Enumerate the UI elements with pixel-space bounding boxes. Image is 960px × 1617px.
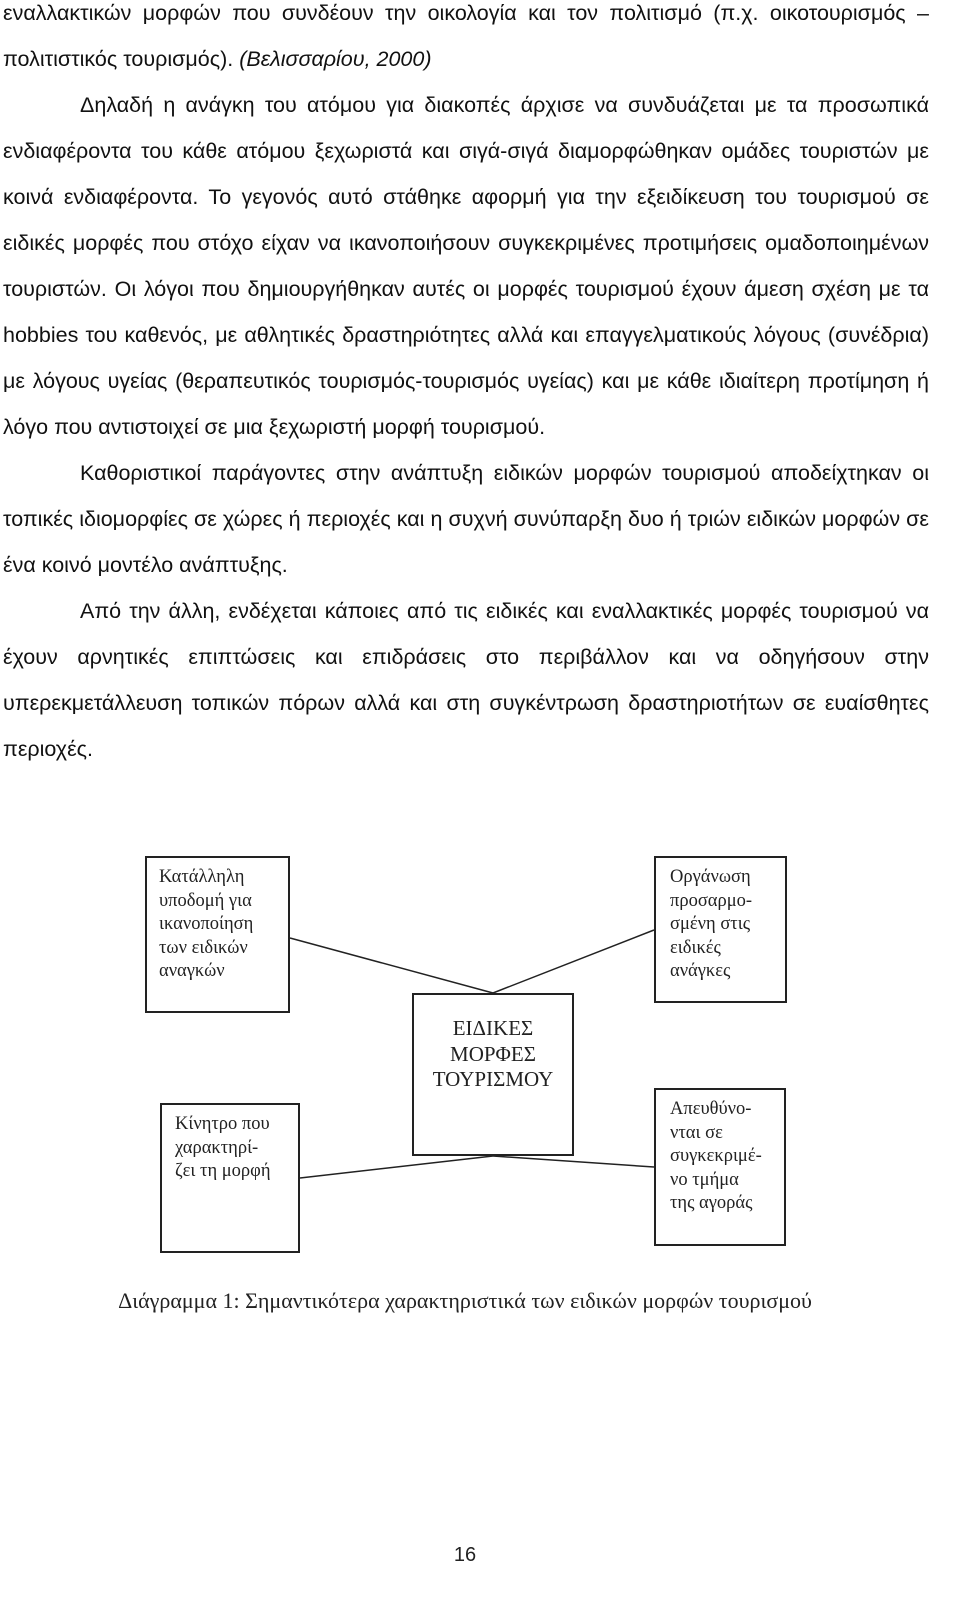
paragraph-1 (3, 0, 929, 82)
box-market-segment-text: Απευθύνο- νται σε συγκεκριμέ- νο τμήμα της αγοράς (670, 1099, 762, 1213)
box-organization-text: Οργάνωση προσαρμο- σμένη στις ειδικές ανάγκες (670, 867, 753, 981)
box-special-tourism (412, 993, 574, 1156)
box-organization (654, 856, 787, 1003)
paragraph-4: Από την άλλη, ενδέχεται κάποιες από τις ειδικές και εναλλακτικές μορφές τουρισμού να έχουν αρνητικές επιπτώσεις και επιδράσεις στο περιβάλλον και να οδηγήσουν στην υπερεκμετάλλευση τοπικών πόρων αλλά και στη συγκέντρωση δραστηριοτήτων σε ευαίσθητες περιοχές. (3, 599, 929, 761)
box-market-segment (654, 1088, 786, 1246)
box-motive (160, 1103, 300, 1253)
paragraph-2: Δηλαδή η ανάγκη του ατόμου για διακοπές άρχισε να συνδυάζεται με τα προσωπικά ενδιαφέροντα του κάθε ατόμου ξεχωριστά και σιγά-σιγά διαμορφώθηκαν ομάδες τουριστών με κοινά ενδιαφέροντα. Το γεγονός αυτό στάθηκε αφορμή για την εξειδίκευση του τουρισμού σε ειδικές μορφές που στόχο είχαν να ικανοποιήσουν συγκεκριμένες προτιμήσεις ομαδοποιημένων τουριστών. Οι λόγοι που δημιουργήθηκαν αυτές οι μορφές τουρισμού έχουν άμεση σχέση με τα hobbies του καθενός, με αθλητικές δραστηριότητες αλλά και επαγγελματικούς λόγους (συνέδρια) με λόγους υγείας (θεραπευτικός τουρισμός-τουρισμός υγείας) και με κάθε ιδιαίτερη προτίμηση ή λόγο που αντιστοιχεί σε μια ξεχωριστή μορφή τουρισμού. (3, 93, 929, 439)
page-number: 16 (453, 1544, 477, 1566)
citation: (Βελισσαρίου, 2000) (239, 47, 432, 71)
paragraph-3: Καθοριστικοί παράγοντες στην ανάπτυξη ειδικών μορφών τουρισμού αποδείχτηκαν οι τοπικές ιδιομορφίες σε χώρες ή περιοχές και η συχνή συνύπαρξη δυο ή τριών ειδικών μορφών σε ένα κοινό μοντέλο ανάπτυξης. (3, 461, 929, 577)
diagram (0, 856, 960, 1256)
box-special-tourism-text: ΕΙΔΙΚΕΣ ΜΟΡΦΕΣ ΤΟΥΡΙΣΜΟΥ (432, 1016, 554, 1092)
connector-top-right (493, 930, 654, 993)
connector-top-left (290, 938, 493, 993)
box-motive-text: Κίνητρο που χαρακτηρί- ζει τη μορφή (175, 1114, 271, 1181)
connector-bottom-left (300, 1156, 493, 1178)
diagram-caption: Διάγραμμα 1: Σημαντικότερα χαρακτηριστικά των ειδικών μορφών τουρισμού (118, 1288, 812, 1313)
paragraph-1-text: εναλλακτικών μορφών που συνδέουν την οικολογία και τον πολιτισμό (π.χ. οικοτουρισμός – πολιτιστικός τουρισμός). (3, 1, 929, 71)
connector-bottom-right (493, 1156, 654, 1167)
box-infrastructure (145, 856, 290, 1013)
box-infrastructure-text: Κατάλληλη υποδομή για ικανοποίηση των ειδικών αναγκών (159, 867, 254, 981)
body-text (3, 0, 929, 772)
